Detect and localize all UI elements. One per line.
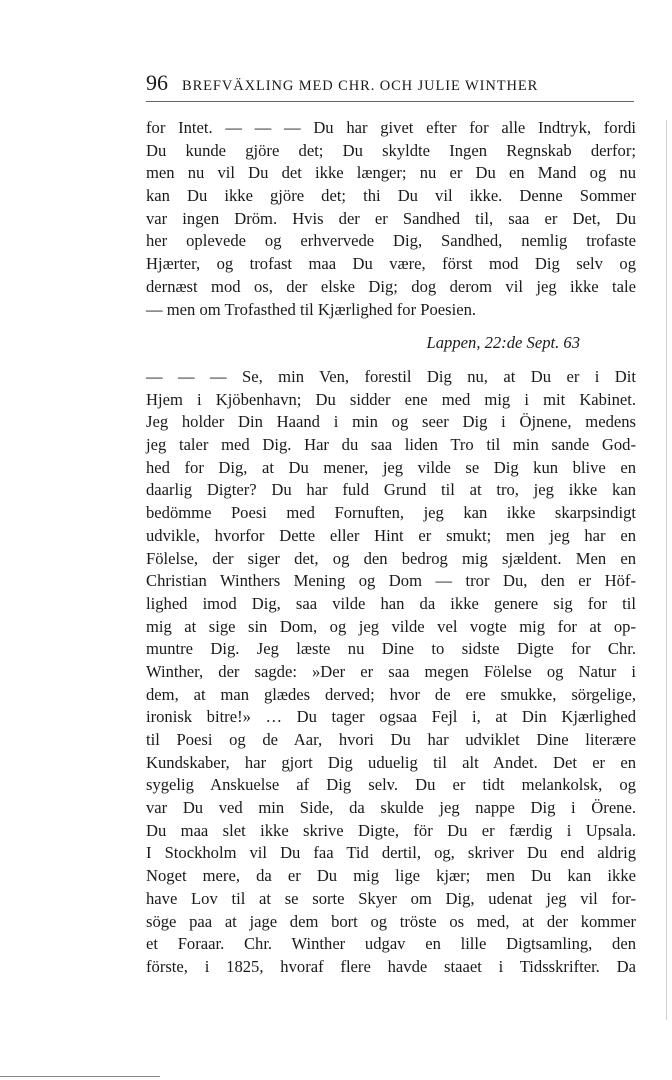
text-line: Jeg holder Din Haand i min og seer Dig i Öjnene, medens (146, 412, 636, 432)
text-line: daarlig Digter? Du har fuld Grund til at tro, jeg ikke kan (146, 480, 636, 500)
running-head (146, 70, 634, 96)
text-line: jeg taler med Dig. Har du saa liden Tro til min sande God- (146, 435, 636, 455)
text-line: have Lov til at se sorte Skyer om Dig, udenat jeg vil for- (146, 888, 636, 908)
text-line: Du maa slet ikke skrive Digte, för Du er færdig i Upsala. (146, 820, 636, 840)
text-line: dernæst mod os, der elske Dig; dog derom vil jeg ikke tale (146, 276, 636, 296)
letter-dateline: Lappen, 22:de Sept. 63 (426, 333, 580, 352)
text-line: her oplevede og erhvervede Dig, Sandhed, nemlig trofaste (146, 231, 636, 251)
text-line: förste, i 1825, hvoraf flere havde staaet i Tidsskrifter. Da (146, 956, 636, 976)
text-line: muntre Dig. Jeg læste nu Dine to sidste Digte for Chr. (146, 639, 636, 659)
text-line: I Stockholm vil Du faa Tid dertil, og, skriver Du end aldrig (146, 843, 636, 863)
text-line: udvikle, hvorfor Dette eller Hint er smukt; men jeg har en (146, 525, 636, 545)
text-line: lighed imod Dig, saa vilde han da ikke genere sig for til (146, 593, 636, 613)
text-line: Kundskaber, har gjort Dig uduelig til alt Andet. Det er en (146, 752, 636, 772)
text-line: kan Du ikke gjöre det; thi Du vil ikke. Denne Sommer (146, 186, 636, 206)
text-line: men nu vil Du det ikke længer; nu er Du en Mand og nu (146, 163, 636, 183)
scan-edge-line (0, 1076, 160, 1077)
running-title: BREFVÄXLING MED CHR. OCH JULIE WINTHER (182, 78, 539, 94)
text-line: ironisk bitre!» … Du tager ogsaa Fejl i, at Din Kjærlighed (146, 707, 636, 727)
text-line: Du kunde gjöre det; Du skyldte Ingen Regnskab derfor; (146, 140, 636, 160)
text-line: Hjem i Kjöbenhavn; Du sidder ene med mig i mit Kabinet. (146, 389, 636, 409)
text-line: var ingen Dröm. Hvis der er Sandhed til, saa er Det, Du (146, 208, 636, 228)
text-line: mig at sige sin Dom, og jeg vilde vel vogte mig for at op- (146, 616, 636, 636)
text-line: hed for Dig, at Du mener, jeg vilde se Dig kun blive en (146, 457, 636, 477)
text-line: söge paa at jage dem bort og tröste os med, at der kommer (146, 911, 636, 931)
letter-paragraph-1 (146, 117, 636, 321)
page-number: 96 (146, 70, 168, 95)
header-rule (146, 101, 634, 102)
text-line: Fölelse, der siger det, og den bedrog mig sjældent. Men en (146, 548, 636, 568)
text-line: bedömme Poesi med Fornuften, jeg kan ikke skarpsindigt (146, 503, 636, 523)
text-line: for Intet. — — — Du har givet efter for alle Indtryk, fordi (146, 118, 636, 137)
text-line: til Poesi og de Aar, hvori Du har udviklet Dine literære (146, 730, 636, 749)
text-line: sygelig Anskuelse af Dig selv. Du er tidt melankolsk, og (146, 775, 636, 795)
text-line: Winther, der sagde: »Der er saa megen Fölelse og Natur i (146, 661, 636, 681)
letter-paragraph-2 (146, 366, 636, 979)
text-line: var Du ved min Side, da skulde jeg nappe Dig i Örene. (146, 798, 636, 818)
text-line: et Foraar. Chr. Winther udgav en lille Digtsamling, den (146, 934, 636, 954)
text-line: Noget mere, da er Du mig lige kjær; men Du kan ikke (146, 866, 636, 886)
page-edge-shadow (666, 120, 667, 1020)
text-line: Hjærter, og trofast maa Du være, först mod Dig selv og (146, 254, 636, 274)
text-line: — men om Trofasthed til Kjærlighed for Poesien. (146, 299, 477, 319)
text-line: Christian Winthers Mening og Dom — tror Du, den er Höf- (146, 571, 636, 591)
text-line: — — — Se, min Ven, forestil Dig nu, at Du er i Dit (146, 367, 636, 386)
text-line: dem, at man glædes derved; hvor de ere smukke, sörgelige, (146, 684, 636, 704)
